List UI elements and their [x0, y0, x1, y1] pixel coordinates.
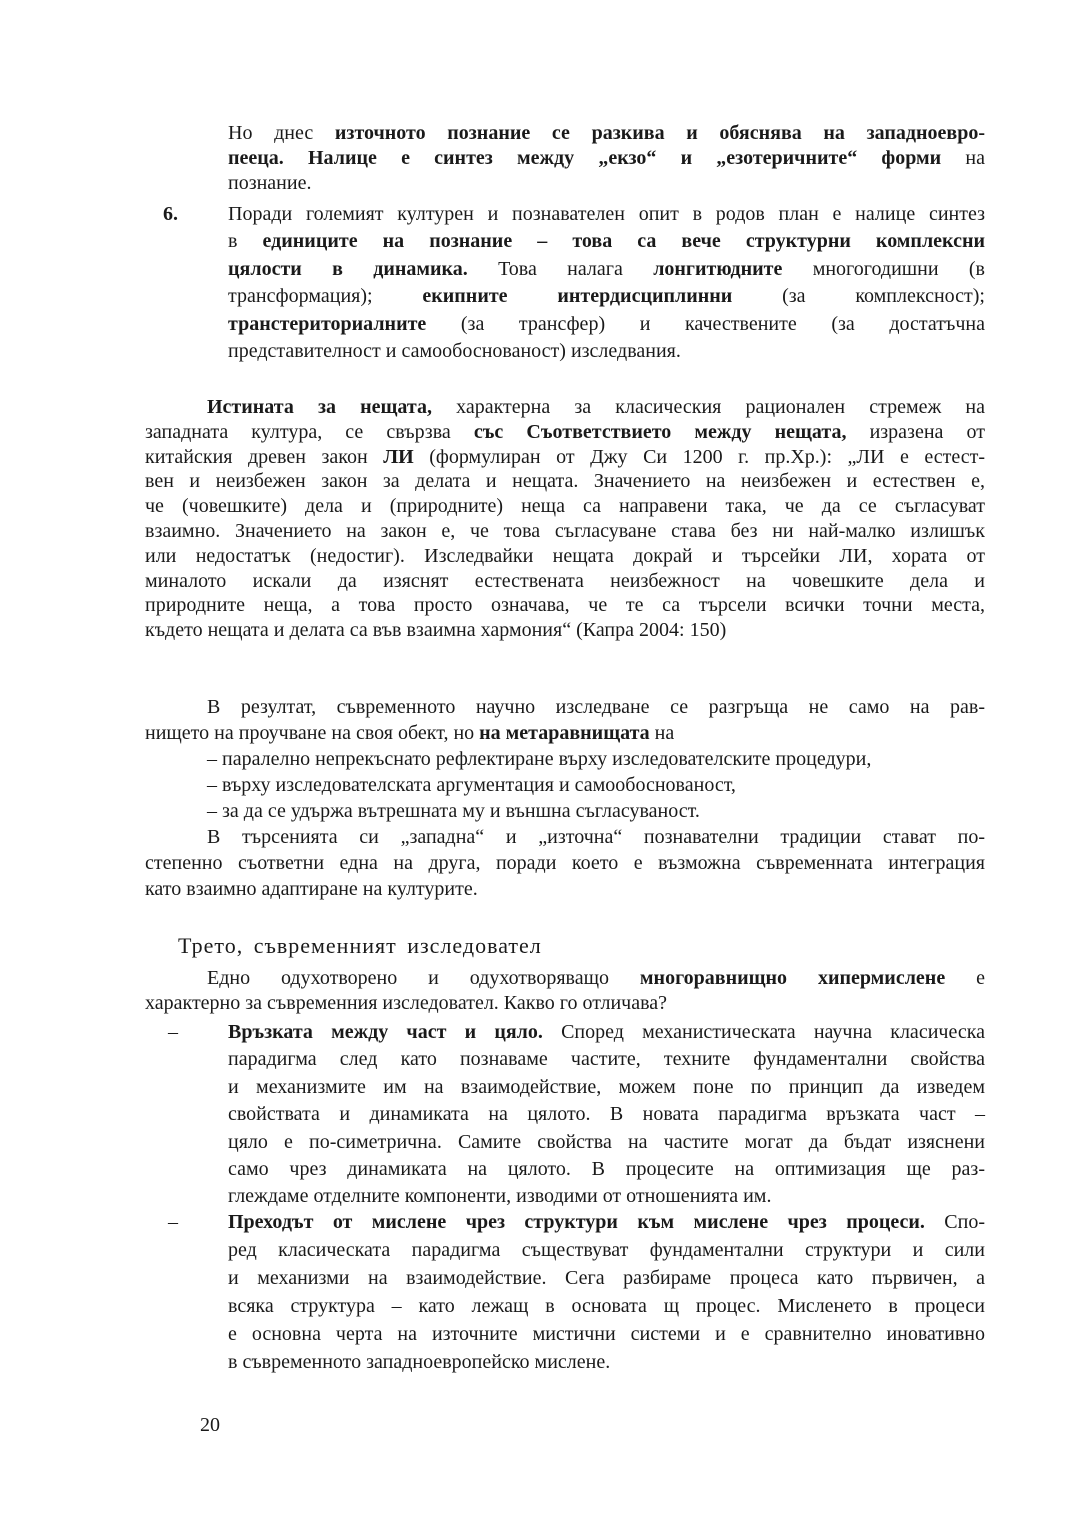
text-run: взаимно. Значението на закон е, че това съгласуване става без ни най-малко излишък	[145, 519, 985, 542]
text-line	[145, 991, 985, 1016]
text-line	[207, 772, 987, 798]
text-run: че (човешките) дела и (природните) неща са направени така, че да се съгласуват	[145, 495, 985, 518]
text-line	[145, 966, 985, 991]
text-run: Едно одухотворено и одухотворяващо	[207, 967, 640, 989]
text-run: Това налага	[467, 257, 654, 280]
text-line	[228, 283, 985, 310]
text-line	[145, 694, 985, 720]
bold-text: на метаравнищата	[479, 722, 650, 744]
text-run: където нещата и делата са във взаимна хармония“ (Капра 2004: 150)	[145, 619, 727, 642]
text-run: – паралелно непрекъснато рефлектиране върху изследователските процедури,	[207, 748, 872, 770]
text-run: трансформация);	[228, 285, 423, 308]
text-line	[207, 746, 987, 772]
bold-text: транстериториалните	[228, 312, 427, 335]
text-line	[228, 256, 985, 283]
text-line	[228, 1292, 985, 1320]
text-run: представителност и самообоснованост) изследвания.	[228, 340, 681, 363]
text-run: (за трансфер) и качествените (за достатъчна	[426, 312, 985, 335]
text-run: Спо-	[924, 1211, 985, 1233]
text-run: като взаимно адаптиране на културите.	[145, 878, 478, 900]
text-run: и механизмите им на взаимодействие, можем поне по принцип да изведем	[228, 1075, 985, 1098]
text-run: В резултат, съвременното научно изследване се разгръща не само на рав-	[207, 696, 985, 718]
text-run: – за да се удържа вътрешната му и външна съгласуваност.	[207, 800, 700, 822]
text-run: – върху изследователската аргументация и самообоснованост,	[207, 774, 736, 796]
text-line	[228, 1348, 985, 1376]
text-line	[228, 311, 985, 338]
bold-text: със Съответствието между нещата,	[473, 420, 847, 443]
bold-text: Истината за нещата,	[207, 396, 432, 418]
text-run: е	[945, 967, 986, 989]
text-line	[228, 1046, 985, 1073]
text-run: многогодишни (в	[782, 257, 985, 280]
numbered-item-6	[228, 201, 985, 365]
bold-text: източното познание се разкива и обяснява на западноевро-	[334, 122, 985, 144]
text-line	[228, 1019, 985, 1046]
text-run: на	[649, 722, 675, 744]
dash-list-metalevels	[207, 746, 987, 824]
text-run: вен и неизбежен закон за делата и нещата. Значението на неизбежен и естествен е,	[145, 470, 985, 493]
dash-bullet: –	[168, 1021, 178, 1043]
text-line	[228, 121, 985, 146]
text-line	[145, 544, 985, 569]
text-line	[228, 1101, 985, 1128]
text-line	[145, 850, 985, 876]
text-line	[228, 228, 985, 255]
text-run: характерна за класическия рационален стремеж на	[431, 396, 985, 418]
text-line	[145, 519, 985, 544]
text-line	[228, 171, 985, 196]
text-run: в	[228, 230, 263, 253]
paragraph-truth-of-things	[145, 395, 985, 643]
dash-bullet: –	[168, 1211, 178, 1233]
text-line	[228, 1129, 985, 1156]
text-line	[145, 876, 985, 902]
text-run: Но днес	[228, 122, 335, 144]
text-line	[228, 1264, 985, 1292]
bold-text: лонгитюдните	[653, 257, 783, 280]
text-run: свойствата и динамиката на цялото. В новата парадигма връзката част –	[228, 1103, 985, 1126]
bullet-part-and-whole	[228, 1019, 985, 1211]
text-run: само чрез динамиката на цялото. В процесите на оптимизация ще раз-	[228, 1158, 985, 1181]
list-number: 6.	[163, 203, 178, 225]
continued-paragraph	[228, 121, 985, 196]
bold-text: пееца. Налице е синтез между „екзо“ и „езотеричните“ форми	[228, 147, 942, 169]
text-line	[228, 1074, 985, 1101]
text-run: глеждаме отделните компоненти, изводими от отношенията им.	[228, 1185, 772, 1208]
bold-text: екипните интердисциплинни	[422, 285, 733, 308]
text-line	[228, 1236, 985, 1264]
text-line	[145, 494, 985, 519]
bold-text: единиците на познание – това са вече структурни комплексни	[262, 230, 986, 253]
text-line	[145, 593, 985, 618]
text-line	[207, 798, 987, 824]
text-line	[228, 1156, 985, 1183]
text-run: всяка структура – като лежащ в основата щ процес. Мисленето в процеси	[228, 1295, 985, 1317]
text-line	[228, 201, 985, 228]
text-line	[145, 569, 985, 594]
text-run: (формулиран от Джу Си 1200 г. пр.Хр.): „ЛИ е естест-	[413, 445, 985, 468]
bold-text: ЛИ	[383, 445, 414, 468]
text-run: Според механистическата научна класическа	[542, 1021, 985, 1043]
paragraph-traditions	[145, 824, 985, 902]
bullet-structures-to-processes	[228, 1208, 985, 1376]
paragraph-intro	[145, 966, 985, 1016]
text-run: ред класическата парадигма съществуват фундаментални структури и сили	[228, 1239, 985, 1261]
text-run: природните неща, а това просто означава, че те са търсели всички точни места,	[145, 594, 985, 617]
text-run: миналото искали да изяснят естествената неизбежност на човешките дела и	[145, 569, 985, 592]
text-line	[228, 1183, 985, 1210]
text-line	[145, 445, 985, 470]
text-run: парадигма след като познаваме частите, техните фундаментални свойства	[228, 1048, 985, 1071]
text-run: нището на проучване на своя обект, но	[145, 722, 480, 744]
page-number: 20	[200, 1414, 220, 1436]
text-line	[228, 1320, 985, 1348]
text-run: и механизми на взаимодействие. Сега разбираме процеса като първичен, а	[228, 1267, 985, 1289]
text-run: степенно съответни една на друга, поради което е възможна съвременната интеграция	[145, 852, 985, 874]
text-run: китайския древен закон	[145, 445, 384, 468]
text-run: е основна черта на източните мистични системи и е сравнително иновативно	[228, 1323, 985, 1345]
text-run: Поради големият културен и познавателен опит в родов план е налице синтез	[228, 203, 985, 225]
text-line	[145, 395, 985, 420]
bold-text: многоравнищно хипермислене	[639, 967, 946, 989]
text-run: на	[941, 147, 985, 169]
bold-text: Връзката между част и цяло.	[228, 1021, 543, 1043]
text-line	[228, 1208, 985, 1236]
text-line	[145, 420, 985, 445]
text-run: или недостатък (недостиг). Изследвайки нещата докрай и търсейки ЛИ, хората от	[145, 544, 985, 567]
text-line	[145, 618, 985, 643]
text-run: цяло е по-симетрична. Самите свойства на частите могат да бъдат изяснени	[228, 1130, 985, 1153]
text-run: характерно за съвременния изследовател. Какво го отличава?	[145, 992, 668, 1014]
text-line	[145, 720, 985, 746]
bold-text: цялости в динамика.	[228, 257, 468, 280]
text-run: изразена от	[846, 420, 985, 443]
text-run: западната култура, се свързва	[145, 420, 474, 443]
text-line	[228, 146, 985, 171]
text-run: познание.	[228, 172, 312, 194]
text-line	[145, 824, 985, 850]
text-line	[145, 469, 985, 494]
section-heading: Трето, съвременният изследовател	[178, 933, 542, 958]
bold-text: Преходът от мислене чрез структури към мислене чрез процеси.	[228, 1211, 925, 1233]
text-run: В търсенията си „западна“ и „източна“ познавателни традиции стават по-	[207, 826, 985, 848]
text-run: в съвременното западноевропейско мислене.	[228, 1351, 611, 1373]
text-run: (за комплексност);	[732, 285, 985, 308]
paragraph-result	[145, 694, 985, 746]
text-line	[228, 338, 985, 365]
